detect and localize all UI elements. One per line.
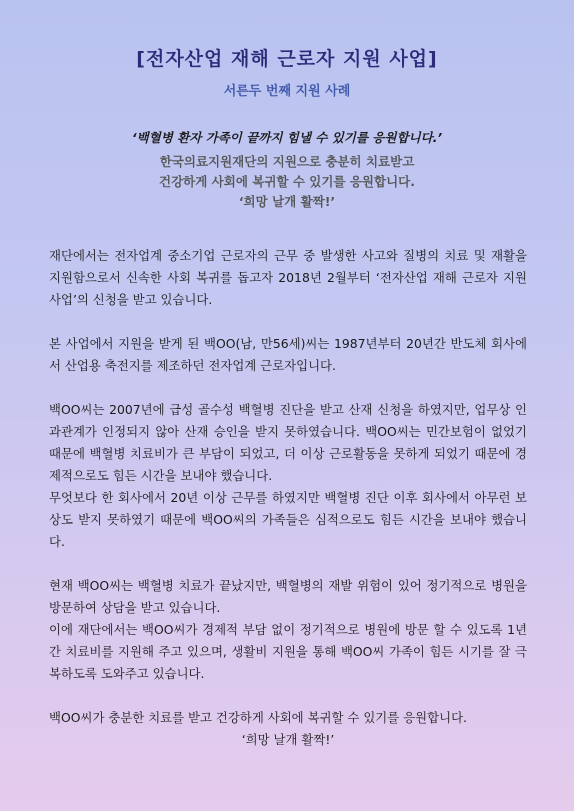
support-line: 건강하게 사회에 복귀할 수 있기를 응원합니다.: [159, 174, 415, 189]
support-message: [0, 152, 574, 212]
paragraph-recipient: 본 사업에서 지원을 받게 된 백OO(남, 만56세)씨는 1987년부터 20년간 반도체 회사에서 산업용 축전지를 제조하던 전자업계 근로자입니다.: [49, 336, 527, 373]
closing-section: [49, 707, 527, 751]
support-slogan: ‘희망 날개 활짝!’: [238, 194, 336, 209]
paragraph-diagnosis: 백OO씨는 2007년에 급성 골수성 백혈병 진단을 받고 산재 신청을 하였지만, 업무상 인과관계가 인정되지 않아 산재 승인을 받지 못하였습니다. 백OO씨는 민간보험이 없었기 때문에 백혈병 치료비가 큰 부담이 되었고, 더 이상 근로활동을 못하게 되었기 때문에 경제적으로도 힘든 시간을 보내야 했습니다.: [49, 402, 527, 483]
closing-slogan: ‘희망 날개 활짝!’: [241, 732, 335, 747]
page-subtitle: 서른두 번째 지원 사례: [223, 84, 351, 99]
support-line: 한국의료지원재단의 지원으로 충분히 치료받고: [159, 154, 415, 169]
paragraph-support: 이에 재단에서는 백OO씨가 경제적 부담 없이 정기적으로 병원에 방문 할 수 있도록 1년 간 치료비를 지원해 주고 있으며, 생활비 지원을 통해 백OO씨 가족이 힘든 시기를 잘 극복하도록 도와주고 있습니다.: [49, 622, 527, 681]
page-title: [전자산업 재해 근로자 지원 사업]: [136, 48, 438, 70]
body-text: [49, 245, 527, 707]
paragraph-hardship: 무엇보다 한 회사에서 20년 이상 근무를 하였지만 백혈병 진단 이후 회사에서 아무런 보상도 받지 못하였기 때문에 백OO씨의 가족들은 심적으로도 힘든 시간을 보내야 했습니다.: [49, 490, 527, 549]
paragraph-intro: 재단에서는 전자업계 중소기업 근로자의 근무 중 발생한 사고와 질병의 치료 및 재활을 지원함으로서 신속한 사회 복귀를 돕고자 2018년 2월부터 ‘전자산업 재해 근로자 지원 사업’의 신청을 받고 있습니다.: [49, 248, 527, 307]
highlight-quote: ‘백혈병 환자 가족이 끝까지 힘낼 수 있기를 응원합니다.’: [131, 130, 443, 145]
closing-line: 백OO씨가 충분한 치료를 받고 건강하게 사회에 복귀할 수 있기를 응원합니다.: [49, 710, 467, 725]
paragraph-current: 현재 백OO씨는 백혈병 치료가 끝났지만, 백혈병의 재발 위험이 있어 정기적으로 병원을 방문하여 상담을 받고 있습니다.: [49, 578, 527, 615]
